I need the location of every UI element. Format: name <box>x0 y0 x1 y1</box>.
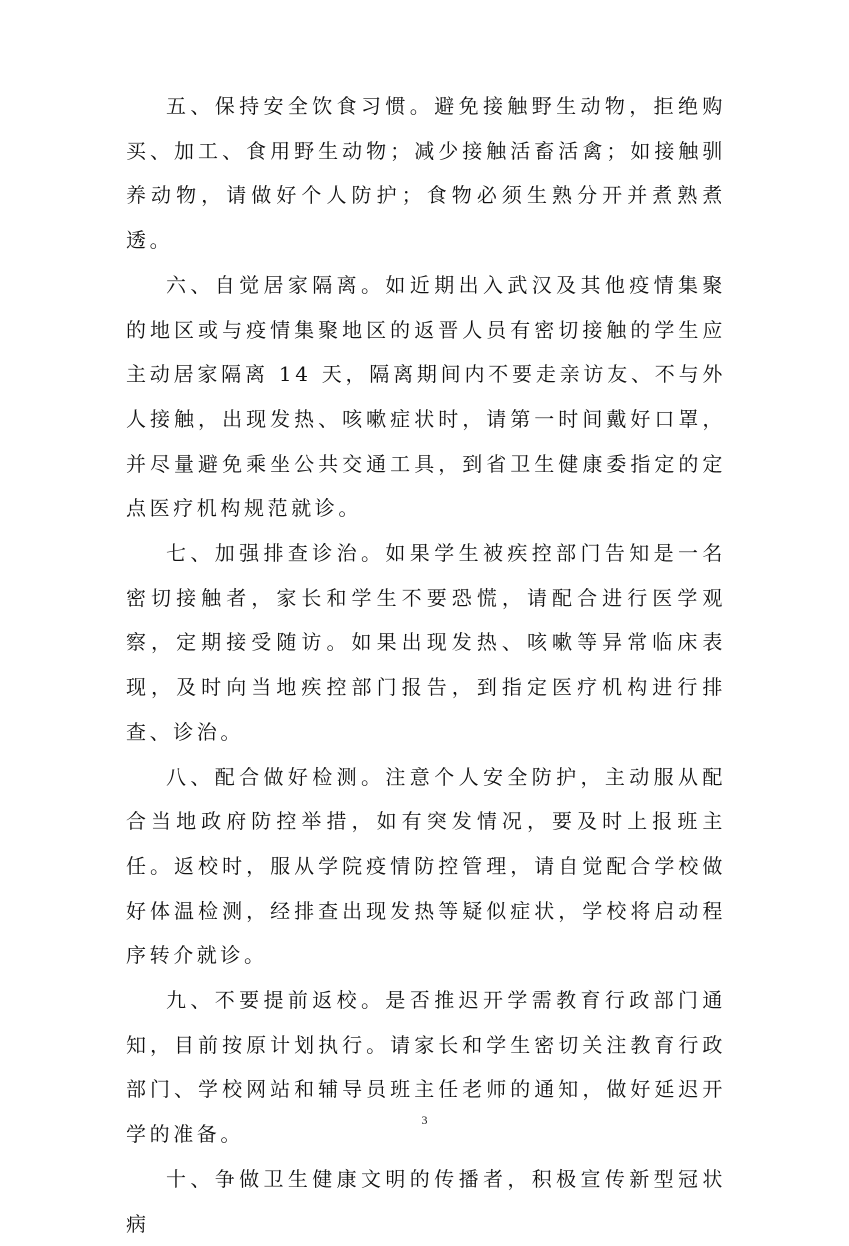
paragraph-8-cooperate-testing: 八、配合做好检测。注意个人安全防护，主动服从配合当地政府防控举措，如有突发情况，要及时上报班主任。返校时，服从学院疫情防控管理，请自觉配合学校做好体温检测，经排查出现发热等疑似症状，学校将启动程序转介就诊。 <box>126 764 726 968</box>
paragraph-9-no-early-return: 九、不要提前返校。是否推迟开学需教育行政部门通知，目前按原计划执行。请家长和学生密切关注教育行政部门、学校网站和辅导员班主任老师的通知，做好延迟开学的准备。 <box>126 988 726 1147</box>
document-body <box>126 84 726 1246</box>
paragraph-10-health-propagation: 十、争做卫生健康文明的传播者，积极宣传新型冠状病 <box>126 1166 726 1236</box>
paragraph-7-screening-treatment: 七、加强排查诊治。如果学生被疾控部门告知是一名密切接触者，家长和学生不要恐慌，请配合进行医学观察，定期接受随访。如果出现发热、咳嗽等异常临床表现，及时向当地疾控部门报告，到指定医疗机构进行排查、诊治。 <box>126 541 726 744</box>
paragraph-6-home-isolation: 六、自觉居家隔离。如近期出入武汉及其他疫情集聚的地区或与疫情集聚地区的返晋人员有密切接触的学生应主动居家隔离 14 天，隔离期间内不要走亲访友、不与外人接触，出现发热、咳嗽症状时，请第一时间戴好口罩，并尽量避免乘坐公共交通工具，到省卫生健康委指定的定点医疗机构规范就诊。 <box>126 272 726 521</box>
page-number: 3 <box>421 1113 428 1127</box>
paragraph-5-diet-habits: 五、保持安全饮食习惯。避免接触野生动物，拒绝购买、加工、食用野生动物；减少接触活畜活禽；如接触驯养动物，请做好个人防护；食物必须生熟分开并煮熟煮透。 <box>126 94 726 253</box>
